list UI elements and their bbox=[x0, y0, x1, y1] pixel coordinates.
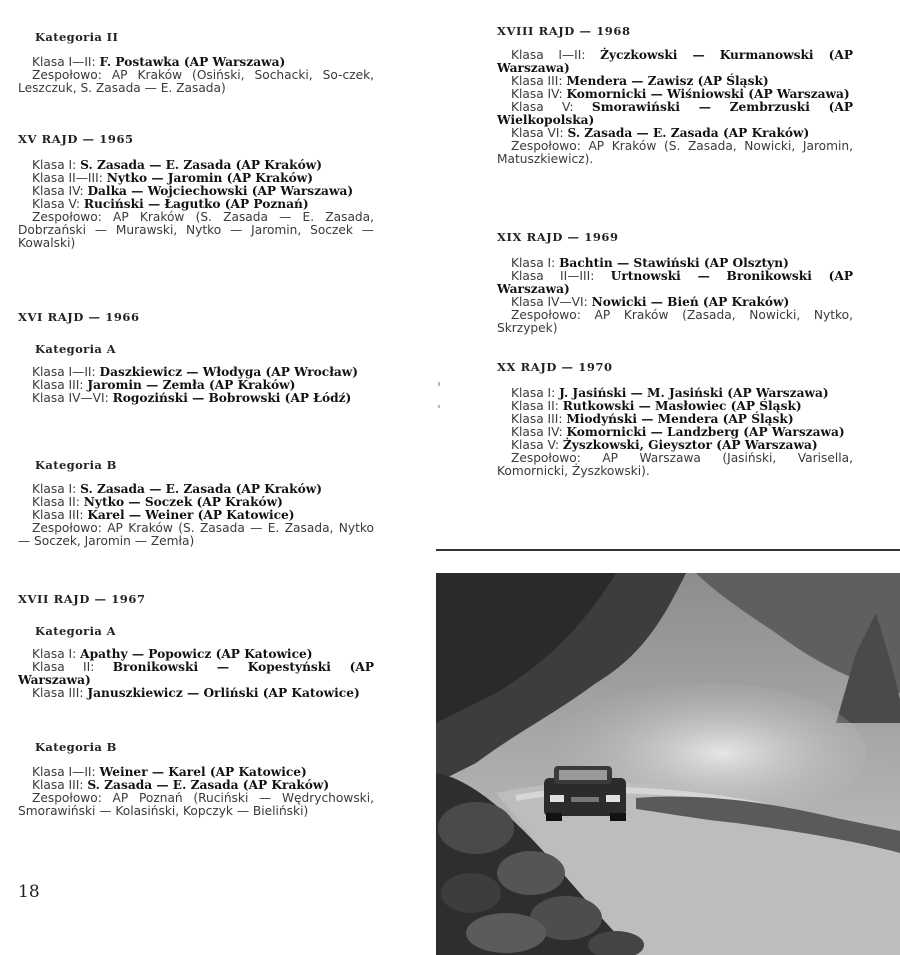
result-line: Klasa IV—VI: Rogoziński — Bobrowski (AP Łódź) bbox=[32, 391, 352, 405]
result-line: Klasa I: S. Zasada — E. Zasada (AP Kraków) bbox=[32, 482, 322, 496]
result-line: Klasa I—II: Daszkiewicz — Włodyga (AP Wrocław) bbox=[32, 365, 359, 379]
result-line: Klasa VI: S. Zasada — E. Zasada (AP Kraków) bbox=[511, 126, 810, 140]
team-result-line: Zespołowo: AP Kraków (Zasada, Nowicki, Nytko, Skrzypek) bbox=[497, 308, 853, 335]
section-heading: XX RAJD — 1970 bbox=[497, 360, 613, 374]
category-heading: Kategoria A bbox=[35, 342, 116, 356]
print-speck bbox=[438, 382, 440, 386]
result-line: Klasa II—III: Nytko — Jaromin (AP Kraków) bbox=[32, 171, 314, 185]
rally-photo bbox=[436, 573, 900, 955]
section-heading: XVII RAJD — 1967 bbox=[18, 592, 146, 606]
block-rajd-xx bbox=[497, 360, 853, 478]
result-line: Klasa III: Jaromin — Zemła (AP Kraków) bbox=[32, 378, 296, 392]
result-line: Klasa III: Januszkiewicz — Orliński (AP Katowice) bbox=[32, 686, 360, 700]
result-line: Klasa IV: Komornicki — Landzberg (AP Warszawa) bbox=[511, 425, 845, 439]
block-rajd-xviii bbox=[497, 24, 853, 166]
result-line: Klasa III: Mendera — Zawisz (AP Śląsk) bbox=[511, 74, 769, 88]
result-line: Klasa II: Bronikowski — Kopestyński (AP Warszawa) bbox=[18, 660, 374, 687]
result-line: Klasa III: Karel — Weiner (AP Katowice) bbox=[32, 508, 295, 522]
block-xvi-kategoria-a bbox=[18, 342, 374, 405]
result-line: Klasa V: Żyszkowski, Gieysztor (AP Warszawa) bbox=[511, 438, 818, 452]
result-line: Klasa I: J. Jasiński — M. Jasiński (AP Warszawa) bbox=[511, 386, 829, 400]
block-xvii-kategoria-a bbox=[18, 624, 374, 700]
team-result-line: Zespołowo: AP Warszawa (Jasiński, Varisella, Komornicki, Żyszkowski). bbox=[497, 451, 853, 478]
category-heading: Kategoria B bbox=[35, 740, 117, 754]
category-heading: Kategoria A bbox=[35, 624, 116, 638]
result-line: Klasa I—II: Życzkowski — Kurmanowski (AP Warszawa) bbox=[497, 48, 853, 75]
category-heading: Kategoria B bbox=[35, 458, 117, 472]
team-result-line: Zespołowo: AP Kraków (Osiński, Sochacki, So-czek, Leszczuk, S. Zasada — E. Zasada) bbox=[18, 68, 374, 95]
section-heading: XVIII RAJD — 1968 bbox=[497, 24, 631, 38]
block-rajd-xix bbox=[497, 230, 853, 335]
result-line: Klasa V: Smorawiński — Zembrzuski (AP Wielkopolska) bbox=[497, 100, 853, 127]
result-line: Klasa II: Nytko — Soczek (AP Kraków) bbox=[32, 495, 283, 509]
team-result-line: Zespołowo: AP Kraków (S. Zasada — E. Zasada, Nytko — Soczek, Jaromin — Zemła) bbox=[18, 521, 374, 548]
block-rajd-xvi bbox=[18, 310, 374, 324]
block-xvii-kategoria-b bbox=[18, 740, 374, 818]
print-speck bbox=[438, 405, 440, 408]
result-line: Klasa II—III: Urtnowski — Bronikowski (AP Warszawa) bbox=[497, 269, 853, 296]
team-result-line: Zespołowo: AP Kraków (S. Zasada, Nowicki, Jaromin, Matuszkiewicz). bbox=[497, 139, 853, 166]
section-heading: XVI RAJD — 1966 bbox=[18, 310, 140, 324]
result-line: Klasa I: Bachtin — Stawiński (AP Olsztyn) bbox=[511, 256, 789, 270]
result-line: Klasa IV: Komornicki — Wiśniowski (AP Warszawa) bbox=[511, 87, 850, 101]
result-line: Klasa V: Ruciński — Łagutko (AP Poznań) bbox=[32, 197, 309, 211]
result-line: Klasa III: Miodyński — Mendera (AP Śląsk) bbox=[511, 412, 794, 426]
result-line: Klasa I—II: F. Postawka (AP Warszawa) bbox=[32, 55, 286, 69]
section-heading: XV RAJD — 1965 bbox=[18, 132, 134, 146]
result-line: Klasa I: Apathy — Popowicz (AP Katowice) bbox=[32, 647, 313, 661]
result-line: Klasa III: S. Zasada — E. Zasada (AP Kraków) bbox=[32, 778, 330, 792]
block-rajd-xvii bbox=[18, 592, 374, 606]
result-line: Klasa I: S. Zasada — E. Zasada (AP Kraków) bbox=[32, 158, 322, 172]
block-rajd-xv bbox=[18, 132, 374, 250]
result-line: Klasa IV: Dalka — Wojciechowski (AP Warszawa) bbox=[32, 184, 354, 198]
page-number: 18 bbox=[18, 882, 40, 902]
team-result-line: Zespołowo: AP Poznań (Ruciński — Wędrychowski, Smorawiński — Kolasiński, Kopczyk — Bieliński) bbox=[18, 791, 374, 818]
result-line: Klasa IV—VI: Nowicki — Bień (AP Kraków) bbox=[511, 295, 790, 309]
category-heading: Kategoria II bbox=[35, 30, 119, 44]
block-xvi-kategoria-b bbox=[18, 458, 374, 548]
section-divider bbox=[436, 549, 900, 551]
result-line: Klasa I—II: Weiner — Karel (AP Katowice) bbox=[32, 765, 307, 779]
result-line: Klasa II: Rutkowski — Masłowiec (AP Śląsk) bbox=[511, 399, 802, 413]
section-heading: XIX RAJD — 1969 bbox=[497, 230, 619, 244]
team-result-line: Zespołowo: AP Kraków (S. Zasada — E. Zasada, Dobrzański — Murawski, Nytko — Jaromin, Soczek — Kowalski) bbox=[18, 210, 374, 250]
block-kategoria-ii bbox=[18, 30, 374, 95]
